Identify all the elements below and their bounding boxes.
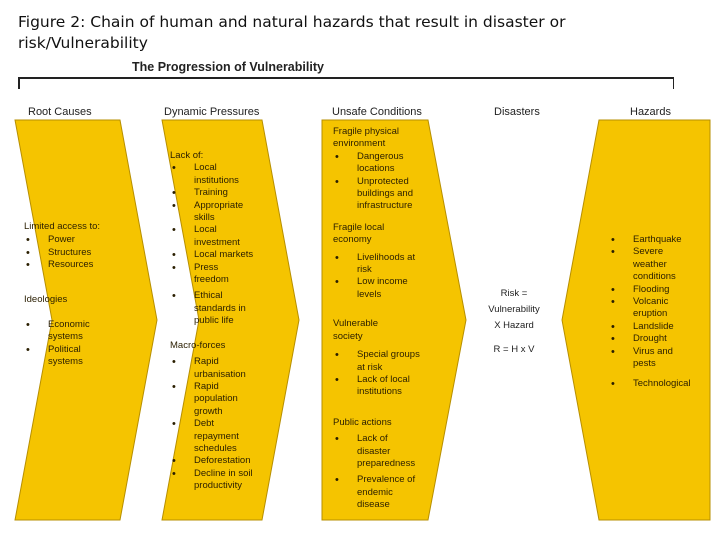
list-item: • Press freedom: [170, 262, 239, 287]
list-item: • Landslide: [609, 321, 709, 333]
list-item: • Lack of local institutions: [333, 374, 419, 399]
disasters-content: [478, 287, 550, 356]
fragile-economy-list: [333, 252, 425, 302]
risk-equals-label: Risk =: [500, 288, 528, 299]
macro-forces-list: [170, 356, 266, 492]
times-hazard-label: X Hazard: [494, 320, 534, 331]
list-item: • Special groups at risk: [333, 349, 423, 374]
list-item: • Resources: [24, 259, 124, 271]
fragile-physical-list: [333, 151, 425, 213]
column-header-unsafe-conditions: Unsafe Conditions: [332, 106, 422, 118]
list-item: • Lack of disaster preparedness: [333, 433, 421, 470]
list-item: • Earthquake: [609, 234, 709, 246]
vulnerable-society-heading: Vulnerable society: [333, 318, 379, 342]
list-item: • Dangerous locations: [333, 151, 412, 176]
dynamic-pressures-content: [170, 150, 270, 493]
limited-access-list: [24, 234, 124, 271]
fragile-physical-heading: Fragile physical environment: [333, 126, 399, 150]
macro-forces-heading: Macro-forces: [170, 339, 226, 351]
list-item: • Political systems: [24, 344, 104, 369]
column-header-disasters: Disasters: [494, 106, 540, 118]
list-item: • Training: [170, 187, 262, 199]
list-item: • Drought: [609, 333, 709, 345]
list-item: • Volcanic eruption: [609, 296, 679, 321]
unsafe-conditions-content: [333, 126, 433, 512]
lack-of-list: [170, 162, 262, 327]
list-item: • Low income levels: [333, 276, 417, 301]
lack-of-heading: Lack of:: [170, 150, 204, 161]
public-actions-heading: Public actions: [333, 416, 392, 428]
list-item: • Prevalence of endemic disease: [333, 474, 421, 511]
list-item: • Local investment: [170, 224, 249, 249]
vulnerability-label: Vulnerability: [488, 304, 540, 315]
root-causes-content: [24, 221, 124, 369]
list-item: • Deforestation: [170, 455, 266, 467]
limited-access-heading: Limited access to:: [24, 221, 101, 232]
risk-formula: R = H x V: [493, 344, 535, 355]
list-item: • Economic systems: [24, 319, 104, 344]
column-header-root-causes: Root Causes: [28, 106, 92, 118]
ideologies-heading: Ideologies: [24, 293, 68, 305]
list-item: • Virus and pests: [609, 346, 685, 371]
fragile-economy-heading: Fragile local economy: [333, 221, 385, 246]
public-actions-list: [333, 433, 425, 511]
progression-title: The Progression of Vulnerability: [132, 60, 324, 74]
list-item: • Rapid population growth: [170, 381, 246, 418]
hazards-technological-list: [609, 378, 709, 390]
ideologies-list: [24, 319, 104, 369]
vulnerable-society-list: [333, 349, 425, 399]
list-item: • Severe weather conditions: [609, 246, 685, 283]
figure-title: Figure 2: Chain of human and natural hazards that result in disaster or risk/Vulnerability: [18, 13, 566, 52]
list-item: • Debt repayment schedules: [170, 418, 246, 455]
hazards-content: [609, 234, 709, 391]
list-item: • Ethical standards in public life: [170, 290, 256, 327]
list-item: • Structures: [24, 247, 124, 259]
list-item: • Livelihoods at risk: [333, 252, 423, 277]
list-item: • Unprotected buildings and infrastructure: [333, 176, 421, 213]
list-item: • Rapid urbanisation: [170, 356, 252, 381]
list-item: • Technological: [609, 378, 709, 390]
hazards-list: [609, 234, 709, 370]
list-item: • Decline in soil productivity: [170, 468, 266, 493]
list-item: • Appropriate skills: [170, 200, 249, 225]
column-header-hazards: Hazards: [630, 106, 671, 118]
list-item: • Power: [24, 234, 124, 246]
list-item: • Local markets: [170, 249, 262, 261]
list-item: • Local institutions: [170, 162, 244, 187]
list-item: • Flooding: [609, 284, 709, 296]
column-header-dynamic-pressures: Dynamic Pressures: [164, 106, 260, 118]
